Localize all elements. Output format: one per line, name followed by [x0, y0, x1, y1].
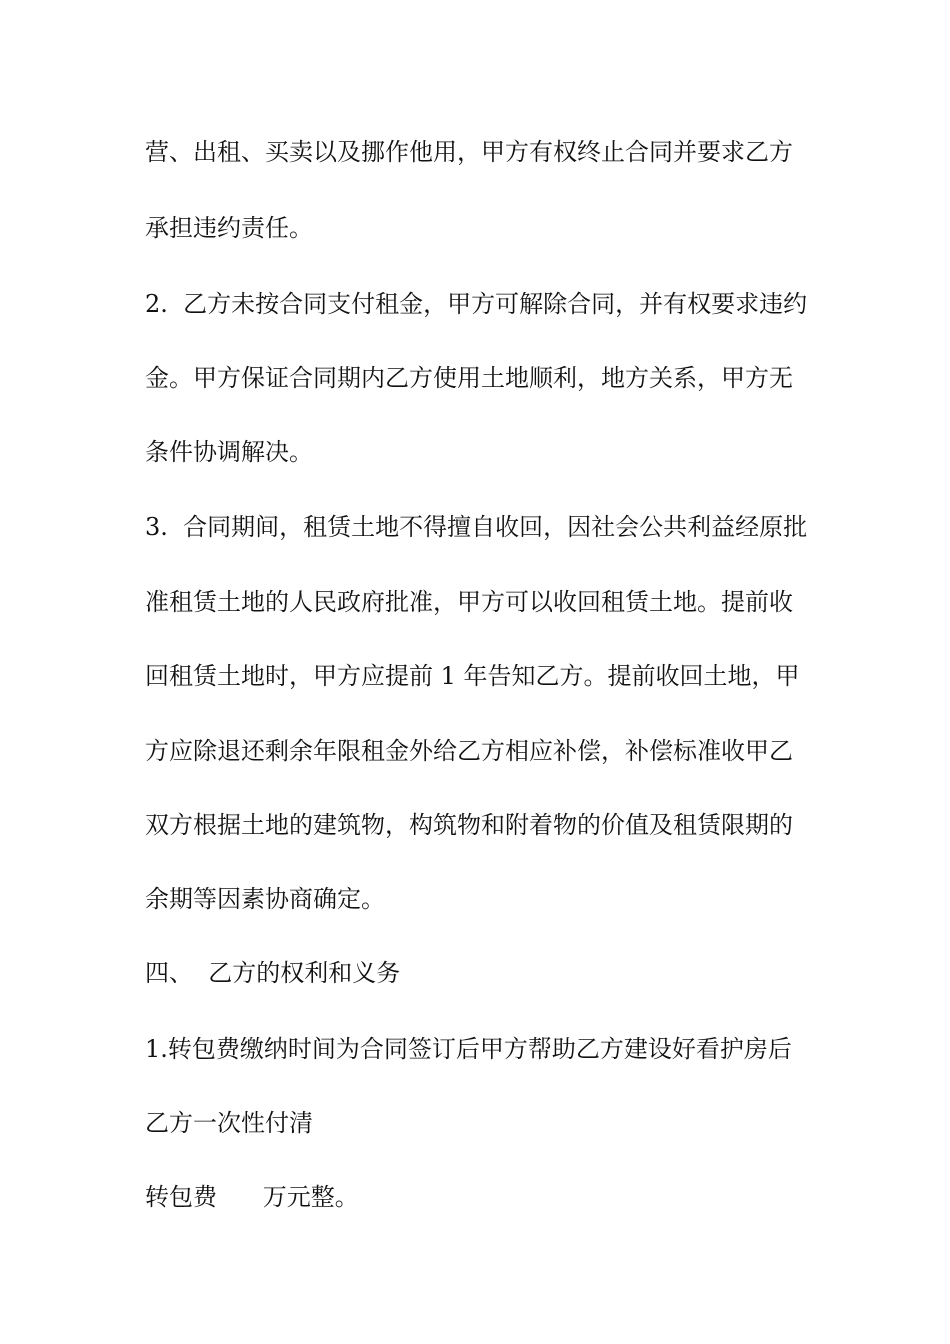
text-line: 承担违约责任。 — [145, 214, 313, 242]
text-line: 3. 合同期间，租赁土地不得擅自收回，因社会公共利益经原批 — [145, 513, 808, 541]
text-line: 准租赁土地的人民政府批准，甲方可以收回租赁土地。提前收 — [145, 588, 793, 616]
text-line: 方应除退还剩余年限租金外给乙方相应补偿，补偿标准收甲乙 — [145, 737, 793, 765]
text-line: 转包费 万元整。 — [145, 1183, 359, 1211]
text-line: 双方根据土地的建筑物，构筑物和附着物的价值及租赁限期的 — [145, 811, 793, 839]
text-line: 余期等因素协商确定。 — [145, 885, 385, 913]
text-line: 金。甲方保证合同期内乙方使用土地顺利，地方关系，甲方无 — [145, 364, 793, 392]
text-line: 1.转包费缴纳时间为合同签订后甲方帮助乙方建设好看护房后 — [145, 1035, 792, 1063]
text-line: 回租赁土地时，甲方应提前 1 年告知乙方。提前收回土地，甲 — [145, 662, 800, 690]
text-line: 乙方一次性付清 — [145, 1109, 313, 1137]
section-heading: 四、 乙方的权利和义务 — [145, 959, 401, 987]
text-line: 2. 乙方未按合同支付租金，甲方可解除合同，并有权要求违约 — [145, 290, 808, 318]
text-line: 营、出租、买卖以及挪作他用，甲方有权终止合同并要求乙方 — [145, 138, 793, 166]
text-line: 条件协调解决。 — [145, 438, 313, 466]
